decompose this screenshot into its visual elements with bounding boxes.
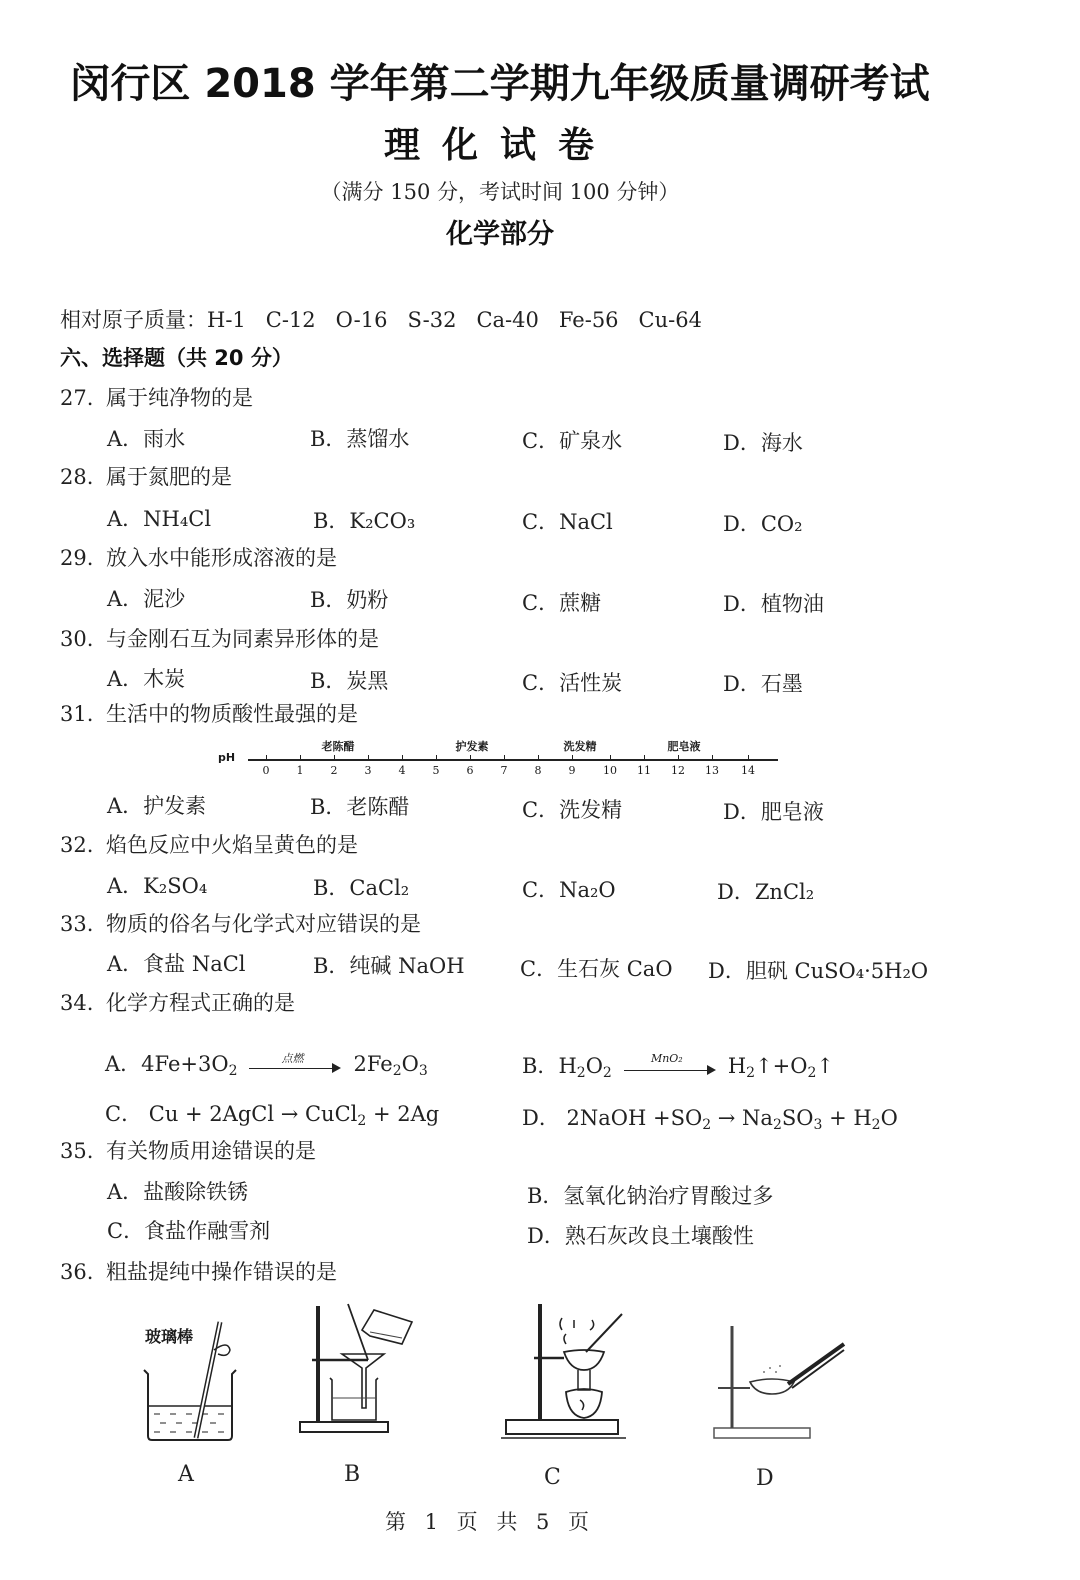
ph-tick: 0 [262, 764, 270, 777]
option-letter: C． [105, 1102, 143, 1126]
reaction-arrow-icon [624, 1051, 716, 1078]
question-stem: 焰色反应中火焰呈黄色的是 [106, 833, 358, 857]
option-d[interactable]: D．肥皂液 [723, 800, 824, 824]
option-c[interactable]: C．活性炭 [522, 671, 623, 695]
option-a[interactable]: A．食盐 NaCl [107, 952, 246, 976]
option-d[interactable]: D．ZnCl₂ [717, 880, 815, 904]
ph-axis-line [248, 759, 778, 761]
option-d[interactable]: D．胆矾 CuSO₄·5H₂O [708, 959, 929, 983]
option-c[interactable]: C．矿泉水 [522, 429, 623, 453]
option-letter: D． [522, 1106, 560, 1130]
option-d[interactable]: D．CO₂ [723, 512, 803, 536]
ph-item-shampoo: 洗发精 [563, 740, 597, 753]
ph-item-conditioner: 护发素 [455, 740, 489, 753]
option-b[interactable]: B．炭黑 [310, 669, 389, 693]
section-title: 化学部分 [446, 219, 554, 250]
ph-scale-figure [218, 736, 778, 780]
figure-label-b: B [344, 1462, 361, 1487]
atomic-masses [60, 304, 722, 334]
atomic-mass-item: C-12 [265, 308, 316, 332]
atomic-mass-item: O-16 [335, 308, 388, 332]
atomic-mass-item: Cu-64 [638, 308, 702, 332]
option-d[interactable]: D．熟石灰改良土壤酸性 [527, 1224, 754, 1248]
figure-d-dish-handling[interactable] [710, 1320, 850, 1450]
ph-tick: 4 [398, 764, 406, 777]
question-number: 29. [60, 546, 94, 570]
exam-meta: （满分 150 分，考试时间 100 分钟） [320, 180, 680, 204]
question-stem: 与金刚石互为同素异形体的是 [106, 627, 379, 651]
option-b[interactable]: B．奶粉 [310, 588, 389, 612]
reaction-condition: 点燃 [281, 1051, 304, 1065]
evaporation-apparatus-icon [500, 1300, 640, 1450]
question-stem: 化学方程式正确的是 [106, 991, 295, 1015]
ph-item-soap: 肥皂液 [667, 740, 701, 753]
question-32 [60, 829, 358, 859]
option-a[interactable]: A．木炭 [107, 667, 186, 691]
atomic-masses-label: 相对原子质量： [60, 308, 207, 332]
option-c[interactable]: C．食盐作融雪剂 [107, 1219, 271, 1243]
option-c[interactable]: C．Na₂O [522, 878, 616, 902]
question-number: 33. [60, 912, 94, 936]
ph-tick: 11 [637, 764, 651, 777]
question-28 [60, 461, 232, 491]
question-stem: 放入水中能形成溶液的是 [106, 546, 337, 570]
option-a[interactable]: A．雨水 [107, 427, 186, 451]
option-d[interactable]: D．海水 [723, 431, 803, 455]
question-stem: 生活中的物质酸性最强的是 [106, 702, 358, 726]
question-number: 27. [60, 386, 94, 410]
exam-title: 闵行区 2018 学年第二学期九年级质量调研考试 [70, 61, 930, 107]
question-stem: 物质的俗名与化学式对应错误的是 [106, 912, 421, 936]
reaction-arrow-icon [249, 1051, 341, 1076]
question-stem: 属于纯净物的是 [106, 386, 253, 410]
option-letter: A． [105, 1052, 142, 1076]
question-type-heading: 六、选择题（共 20 分） [60, 346, 293, 370]
atomic-mass-item: S-32 [407, 308, 457, 332]
ph-tick: 12 [671, 764, 685, 777]
option-a[interactable]: A．NH₄Cl [107, 507, 212, 531]
ph-axis-label: pH [218, 751, 236, 764]
figure-label-c: C [544, 1465, 561, 1490]
option-c[interactable]: C． Cu + 2AgCl → CuCl$_2$ + 2Ag [105, 1102, 440, 1129]
question-number: 31. [60, 702, 94, 726]
option-c[interactable]: C．生石灰 CaO [520, 957, 673, 981]
question-36 [60, 1256, 337, 1286]
option-letter: B． [522, 1054, 559, 1078]
option-b[interactable]: B．K₂CO₃ [313, 509, 416, 533]
glass-rod-label: 玻璃棒 [145, 1327, 194, 1346]
option-b[interactable]: B．CaCl₂ [313, 876, 410, 900]
ph-tick: 14 [741, 764, 755, 777]
question-stem: 有关物质用途错误的是 [106, 1139, 316, 1163]
figure-b-filtration[interactable] [298, 1300, 428, 1450]
question-31 [60, 698, 358, 728]
atomic-mass-item: H-1 [207, 308, 246, 332]
ph-tick: 7 [500, 764, 508, 777]
question-33 [60, 908, 421, 938]
atomic-mass-item: Ca-40 [476, 308, 539, 332]
option-c[interactable]: C．蔗糖 [522, 591, 602, 615]
question-number: 28. [60, 465, 94, 489]
question-stem: 属于氮肥的是 [106, 465, 232, 489]
option-d[interactable]: D． 2NaOH $+SO_2 \to Na_2SO_3 + H_2O$ [522, 1106, 898, 1133]
option-d[interactable]: D．石墨 [723, 672, 803, 696]
question-34 [60, 987, 295, 1017]
figure-a-dissolving[interactable] [140, 1310, 250, 1450]
option-a[interactable]: A．$4Fe+3O_2$ 点燃 $2Fe_2O_3$ [105, 1051, 428, 1079]
option-b[interactable]: B．蒸馏水 [310, 427, 410, 451]
ph-tick: 2 [330, 764, 338, 777]
ph-tick: 3 [364, 764, 372, 777]
option-a[interactable]: A．护发素 [107, 794, 207, 818]
question-27 [60, 382, 253, 412]
page-footer: 第 1 页 共 5 页 [384, 1510, 596, 1534]
ph-tick: 10 [603, 764, 617, 777]
question-number: 30. [60, 627, 94, 651]
reaction-condition: MnO₂ [650, 1051, 683, 1065]
question-number: 34. [60, 991, 94, 1015]
beaker-glass-rod-icon [140, 1310, 250, 1450]
evaporating-dish-tongs-icon [710, 1320, 850, 1450]
option-b[interactable]: B．老陈醋 [310, 795, 410, 819]
question-stem: 粗盐提纯中操作错误的是 [106, 1260, 337, 1284]
figure-label-a: A [178, 1462, 194, 1487]
figure-c-evaporation[interactable] [500, 1300, 640, 1450]
ph-tick: 5 [432, 764, 440, 777]
question-30 [60, 623, 379, 653]
ph-tick: 6 [466, 764, 474, 777]
exam-subtitle: 理化试卷 [383, 125, 616, 166]
ph-tick: 9 [568, 764, 576, 777]
ph-item-vinegar: 老陈醋 [321, 740, 355, 753]
atomic-mass-item: Fe-56 [558, 308, 619, 332]
option-b[interactable]: B．氢氧化钠治疗胃酸过多 [527, 1184, 774, 1208]
option-c[interactable]: C．NaCl [522, 510, 613, 534]
ph-tick: 8 [534, 764, 542, 777]
option-c[interactable]: C．洗发精 [522, 798, 623, 822]
option-a[interactable]: A．盐酸除铁锈 [107, 1180, 249, 1204]
option-b[interactable]: B．纯碱 NaOH [313, 954, 465, 978]
question-number: 35. [60, 1139, 94, 1163]
question-number: 36. [60, 1260, 94, 1284]
question-29 [60, 542, 337, 572]
option-b[interactable]: B．$H_2O_2$ MnO₂ $H_2↑+O_2↑$ [522, 1051, 835, 1081]
option-a[interactable]: A．泥沙 [107, 587, 186, 611]
figure-label-d: D [756, 1466, 774, 1491]
option-a[interactable]: A．K₂SO₄ [107, 874, 208, 898]
option-d[interactable]: D．植物油 [723, 592, 824, 616]
filtration-apparatus-icon [298, 1300, 428, 1450]
ph-tick: 1 [296, 764, 304, 777]
ph-tick: 13 [705, 764, 719, 777]
question-35 [60, 1135, 316, 1165]
question-number: 32. [60, 833, 94, 857]
